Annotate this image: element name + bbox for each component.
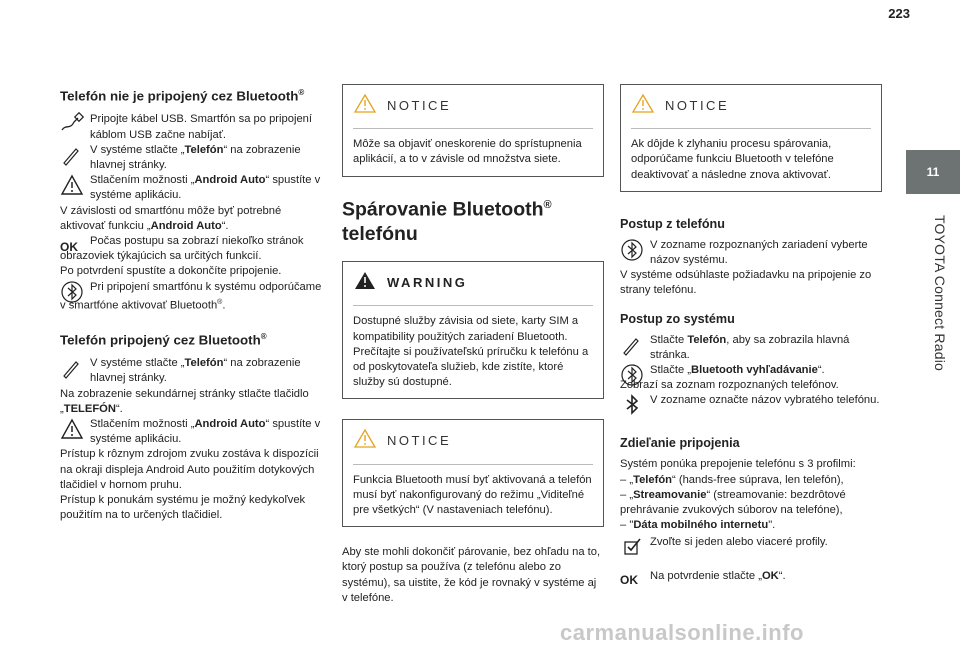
checkbox-icon <box>620 535 644 559</box>
instruction-item <box>620 238 882 268</box>
body-text: V závislosti od smartfónu môže byť potrebné aktivovať funkciu „Android Auto“. <box>60 204 282 232</box>
instruction-item <box>60 234 322 264</box>
warning-text: Dostupné služby závisia od siete, karty SIM a kompatibility použitých zariadení Bluetooth. Prečítajte si používateľskú príručku k telefónu a od poskytovateľa služieb, kde zistíte, ktoré služby sú dostupné. <box>353 315 589 389</box>
body-text: Prístup k rôznym zdrojom zvuku zostáva k dispozícii na okraji displeja Android Auto použitím dotykových tlačidiel v hornom pruhu. <box>60 448 319 491</box>
instruction-item <box>60 143 322 173</box>
body-text: V systéme odsúhlaste požiadavku na pripojenie zo strany telefónu. <box>620 269 872 297</box>
list-item: – "Dáta mobilného internetu". <box>620 519 776 532</box>
warning-header <box>353 270 593 295</box>
page-number: 223 <box>888 6 910 21</box>
chapter-title: TOYOTA Connect Radio <box>932 215 948 371</box>
instruction-text: V zozname označte názov vybratého telefónu. <box>650 394 880 407</box>
instruction-text: Pri pripojení smartfónu k systému odporúčame v smartfóne aktivovať Bluetooth®. <box>60 280 322 312</box>
chapter-number: 11 <box>906 150 960 194</box>
instruction-item <box>620 569 882 599</box>
instruction-item <box>620 333 882 363</box>
body-text: Prístup k ponukám systému je možný kedykoľvek použitím na to určených tlačidiel. <box>60 494 306 522</box>
instruction-text: Stlačením možnosti „Android Auto“ spustíte v systéme aplikáciu. <box>90 174 321 202</box>
notice-text: Funkcia Bluetooth musí byť aktivovaná a telefón musí byť nakonfigurovaný do režimu „Viditeľné pre všetkých“ (V nastaveniach telefónu). <box>353 473 592 516</box>
warning-outline-icon <box>631 93 655 118</box>
body-text: Systém ponúka prepojenie telefónu s 3 profilmi: <box>620 458 856 471</box>
instruction-text: V systéme stlačte „Telefón“ na zobrazenie hlavnej stránky. <box>90 357 301 385</box>
ok-label: OK <box>620 573 638 588</box>
column-1 <box>60 84 322 523</box>
section-heading: Spárovanie Bluetooth® telefónu <box>342 198 552 246</box>
notice-header <box>353 93 593 118</box>
bluetooth-circle-icon <box>60 280 84 304</box>
notice-box <box>342 84 604 177</box>
instruction-text: Pripojte kábel USB. Smartfón sa po pripojení káblom USB začne nabíjať. <box>90 113 313 141</box>
usb-cable-icon <box>60 112 84 136</box>
list-item: – „Streamovanie“ (streamovanie: bezdrôtové prehrávanie zvukových súborov na telefóne), <box>620 488 846 517</box>
body-text: Po potvrdení spustíte a dokončíte pripojenie. <box>60 265 282 278</box>
touch-pen-icon <box>60 143 84 167</box>
column-2 <box>342 84 604 606</box>
warning-box <box>342 261 604 399</box>
instruction-text: V zozname rozpoznaných zariadení vyberte názov systému. <box>650 238 868 267</box>
instruction-item <box>620 535 882 565</box>
warning-outline-icon <box>353 428 377 453</box>
notice-label: NOTICE <box>387 433 452 449</box>
notice-box <box>342 419 604 527</box>
instruction-text: V systéme stlačte „Telefón“ na zobrazenie hlavnej stránky. <box>90 143 301 172</box>
notice-box <box>620 84 882 192</box>
instruction-item <box>60 280 322 314</box>
watermark: carmanualsonline.info <box>560 620 804 645</box>
notice-header <box>631 93 871 118</box>
notice-text: Ak dôjde k zlyhaniu procesu spárovania, odporúčame funkciu Bluetooth v telefóne deaktivovať a následne znova aktivovať. <box>631 138 834 181</box>
instruction-item <box>620 393 882 423</box>
section-title: Zdieľanie pripojenia <box>620 436 740 451</box>
warning-filled-icon <box>353 270 377 295</box>
warning-icon <box>60 173 84 197</box>
instruction-text: Počas postupu sa zobrazí niekoľko stránok obrazoviek týkajúcich sa určitých funkcií. <box>60 235 304 263</box>
section-title: Telefón pripojený cez Bluetooth® <box>60 331 267 348</box>
notice-header <box>353 428 593 453</box>
body-text: Aby ste mohli dokončiť párovanie, bez ohľadu na to, ktorý postup sa používa (z telefónu alebo zo systému), sa uistite, že kód je rovnaký v systéme aj v telefóne. <box>342 546 601 604</box>
instruction-item <box>60 356 322 386</box>
instruction-text: Stlačením možnosti „Android Auto“ spustíte v systéme aplikáciu. <box>90 418 321 446</box>
section-title: Telefón nie je pripojený cez Bluetooth® <box>60 88 305 104</box>
instruction-item <box>620 363 882 393</box>
body-text: Na zobrazenie sekundárnej stránky stlačte tlačidlo „TELEFÓN“. <box>60 387 309 415</box>
instruction-item <box>60 112 322 142</box>
bluetooth-icon <box>620 393 644 417</box>
bluetooth-circle-icon <box>620 238 644 262</box>
ok-label: OK <box>60 240 78 255</box>
section-title: Postup z telefónu <box>620 216 725 231</box>
instruction-text: Zvoľte si jeden alebo viaceré profily. <box>650 536 828 549</box>
touch-pen-icon <box>60 356 84 380</box>
notice-label: NOTICE <box>387 98 452 113</box>
notice-label: NOTICE <box>665 98 730 113</box>
instruction-item <box>60 417 322 447</box>
notice-text: Môže sa objaviť oneskorenie do sprístupnenia aplikácií, a to v závisle od množstva siete. <box>353 138 582 166</box>
warning-outline-icon <box>353 93 377 118</box>
instruction-item <box>60 173 322 203</box>
list-item: – „Telefón“ (hands-free súprava, len telefón), <box>620 473 844 486</box>
instruction-text: Stlačte Telefón, aby sa zobrazila hlavná stránka. <box>650 333 850 361</box>
column-3 <box>620 84 882 599</box>
instruction-text: Na potvrdenie stlačte „OK“. <box>650 570 786 583</box>
section-title: Postup zo systému <box>620 311 735 326</box>
instruction-text: Stlačte „Bluetooth vyhľadávanie“. Zobrazí sa zoznam rozpoznaných telefónov. <box>620 364 839 392</box>
bluetooth-circle-icon <box>620 363 644 387</box>
chapter-tab <box>906 0 960 649</box>
touch-pen-icon <box>620 333 644 357</box>
warning-icon <box>60 417 84 441</box>
warning-label: WARNING <box>387 275 468 291</box>
